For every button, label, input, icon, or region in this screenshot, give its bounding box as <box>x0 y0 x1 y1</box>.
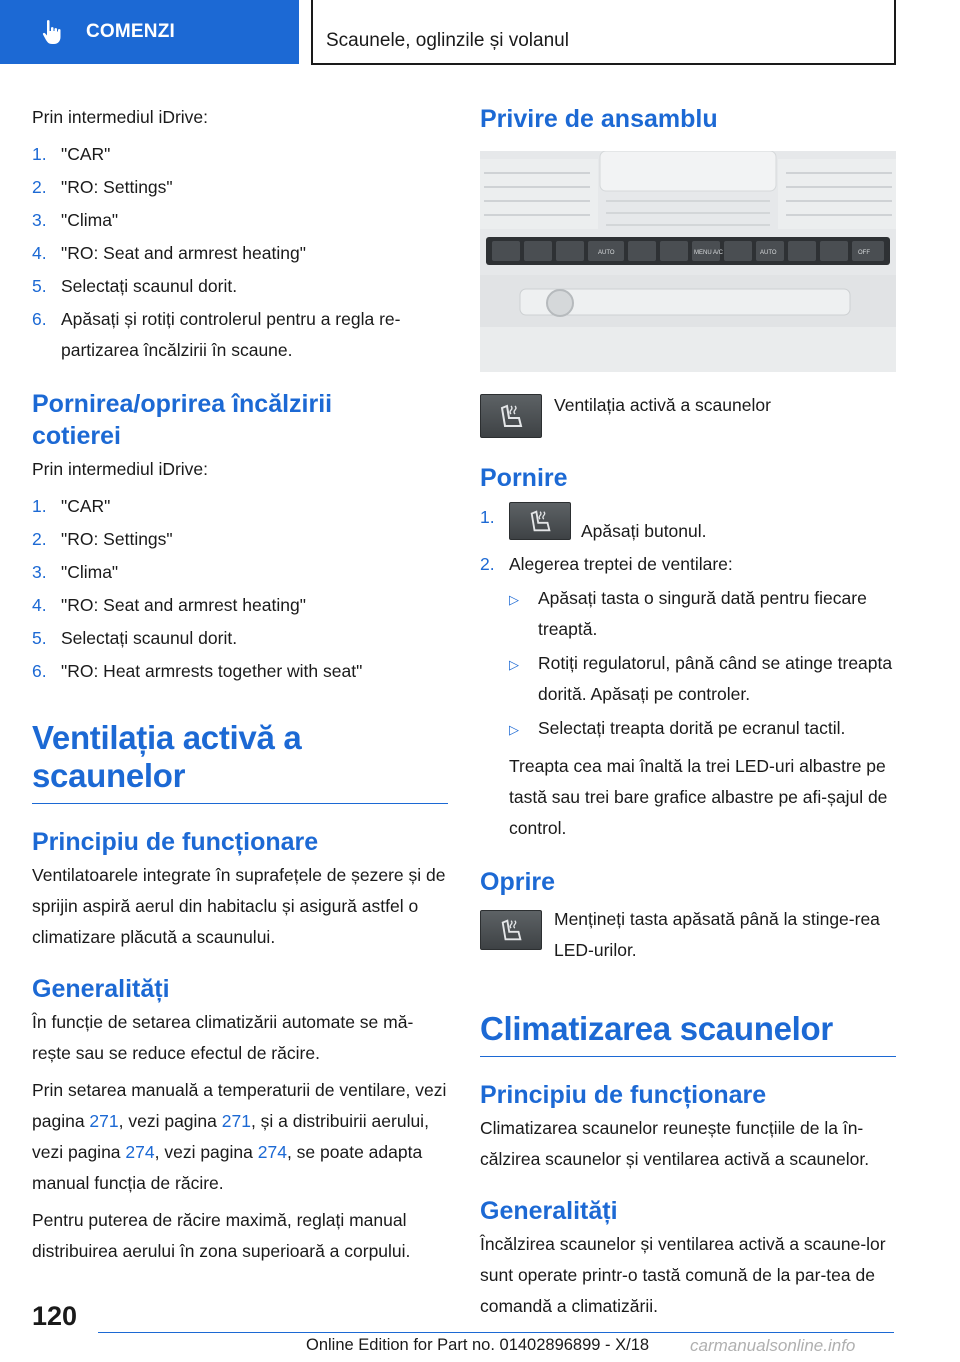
list-item: 5. Selectați scaunul dorit. <box>32 628 238 648</box>
seat-ventilation-icon <box>499 402 525 430</box>
climate-general-heading: Generalități <box>480 1197 618 1225</box>
list-item: 1. "CAR" <box>32 496 111 516</box>
principle-heading: Principiu de funcționare <box>32 828 319 856</box>
list-item: ▷ Rotiți regulatorul, până când se atinge treapta dorită. Apăsați pe controler. <box>509 648 896 710</box>
list-item: ▷ Apăsați tasta o singură dată pentru fiecare treaptă. <box>509 583 896 645</box>
left-column <box>32 100 448 1267</box>
list-item: 1. Apăsați butonul. <box>480 502 896 547</box>
list-item: 2. "RO: Settings" <box>32 529 173 549</box>
triangle-bullet-icon: ▷ <box>509 722 519 737</box>
climate-panel-photo <box>480 151 896 372</box>
general-text-3: Pentru puterea de răcire maximă, reglați manual distribuirea aerului în zona superioară a corpului. <box>32 1210 411 1261</box>
armrest-steps <box>32 491 448 687</box>
general-heading: Generalități <box>32 975 170 1003</box>
principle-text: Ventilatoarele integrate în suprafețele de șezere și de sprijin aspiră aerul din habitaclu și asigură astfel o climatizare plăcută a scaunului. <box>32 865 446 947</box>
overview-heading: Privire de ansamblu <box>480 105 718 133</box>
list-item: ▷ Selectați treapta dorită pe ecranul tactil. <box>509 713 896 745</box>
climate-panel-illustration <box>480 151 896 372</box>
climate-principle-heading: Principiu de funcționare <box>480 1081 767 1109</box>
list-item: 6. "RO: Heat armrests together with seat" <box>32 661 363 681</box>
stop-row <box>480 904 896 966</box>
page-link-274[interactable]: 274 <box>125 1142 155 1162</box>
panel-label-off: OFF <box>858 250 870 256</box>
page-link-271-b[interactable]: 271 <box>221 1111 251 1131</box>
title-rule <box>32 803 448 804</box>
ventilation-title: Ventilația activă a scaunelor <box>32 719 302 794</box>
list-item: 1. "CAR" <box>32 144 111 164</box>
idrive-intro: Prin intermediul iDrive: <box>32 107 209 127</box>
title-rule <box>480 1056 896 1057</box>
ventilation-level-options <box>509 583 896 745</box>
panel-label-menu: MENU A/C <box>694 250 724 256</box>
general-text-2: Prin setarea manuală a temperaturii de ventilare, vezi pagina 271, vezi pagina 271, și a distribuirii aerului, vezi pagina 274, vezi pagina 274, se poate adapta manual funcția de răcire. <box>32 1080 447 1193</box>
list-item: 6. Apăsați și rotiți controlerul pentru a regla re‐partizarea încălzirii în scaune. <box>32 309 401 360</box>
footer-rule <box>98 1332 894 1333</box>
triangle-bullet-icon: ▷ <box>509 657 519 672</box>
seat-ventilation-button[interactable] <box>480 394 542 438</box>
climate-title: Climatizarea scaunelor <box>480 1010 833 1047</box>
panel-label-auto-2: AUTO <box>760 250 777 256</box>
right-column <box>480 100 896 1322</box>
list-item: 4. "RO: Seat and armrest heating" <box>32 243 306 263</box>
triangle-bullet-icon: ▷ <box>509 592 519 607</box>
watermark: carmanualsonline.info <box>690 1336 856 1355</box>
start-steps <box>480 502 896 580</box>
list-item: 3. "Clima" <box>32 562 119 582</box>
list-item: 5. Selectați scaunul dorit. <box>32 276 238 296</box>
seat-ventilation-icon <box>528 508 554 534</box>
general-text-1: În funcție de setarea climatizării automate se mă‐rește sau se reduce efectul de răcire. <box>32 1012 414 1063</box>
page-link-274-b[interactable]: 274 <box>257 1142 287 1162</box>
start-heading: Pornire <box>480 464 568 492</box>
header-divider <box>311 0 313 64</box>
armrest-intro: Prin intermediul iDrive: <box>32 459 209 479</box>
stop-text: Mențineți tasta apăsată până la stinge‐rea LED-urilor. <box>554 909 880 960</box>
armrest-heading: Pornirea/oprirea încălzirii cotierei <box>32 390 333 450</box>
button-caption-row <box>480 390 896 438</box>
panel-label-auto: AUTO <box>598 250 615 256</box>
list-item: 2. "RO: Settings" <box>32 177 173 197</box>
climate-general-text: Încălzirea scaunelor și ventilarea activă a scaune‐lor sunt operate printr-o tastă comună de la par‐tea de comandă a climatizării. <box>480 1234 886 1316</box>
list-item: 3. "Clima" <box>32 210 119 230</box>
section-tab[interactable] <box>0 0 299 64</box>
button-caption: Ventilația activă a scaunelor <box>554 395 771 415</box>
climate-principle-text: Climatizarea scaunelor reunește funcțiile de la în‐călzirea scaunelor și ventilarea activă a scaunelor. <box>480 1118 870 1169</box>
header-divider-right <box>894 0 896 64</box>
seat-ventilation-button-stop[interactable] <box>480 910 542 950</box>
seat-ventilation-icon <box>499 917 525 943</box>
chapter-title: Scaunele, oglinzile și volanul <box>326 30 569 51</box>
page-link-271[interactable]: 271 <box>89 1111 119 1131</box>
edition-text: Online Edition for Part no. 01402896899 - X/18 <box>306 1336 650 1354</box>
seat-ventilation-button-inline[interactable] <box>509 502 571 540</box>
seat-heating-steps <box>32 139 448 366</box>
list-item: 2. Alegerea treptei de ventilare: <box>480 554 733 574</box>
stop-heading: Oprire <box>480 868 556 896</box>
list-item: 4. "RO: Seat and armrest heating" <box>32 595 306 615</box>
level-text: Treapta cea mai înaltă la trei LED-uri albastre pe tastă sau trei bare grafice albastre pe afi‐șajul de control. <box>509 756 888 838</box>
page-number: 120 <box>32 1301 78 1331</box>
hand-pointer-icon <box>42 19 64 45</box>
header-underline <box>311 63 896 65</box>
section-tab-label: COMENZI <box>86 21 176 42</box>
